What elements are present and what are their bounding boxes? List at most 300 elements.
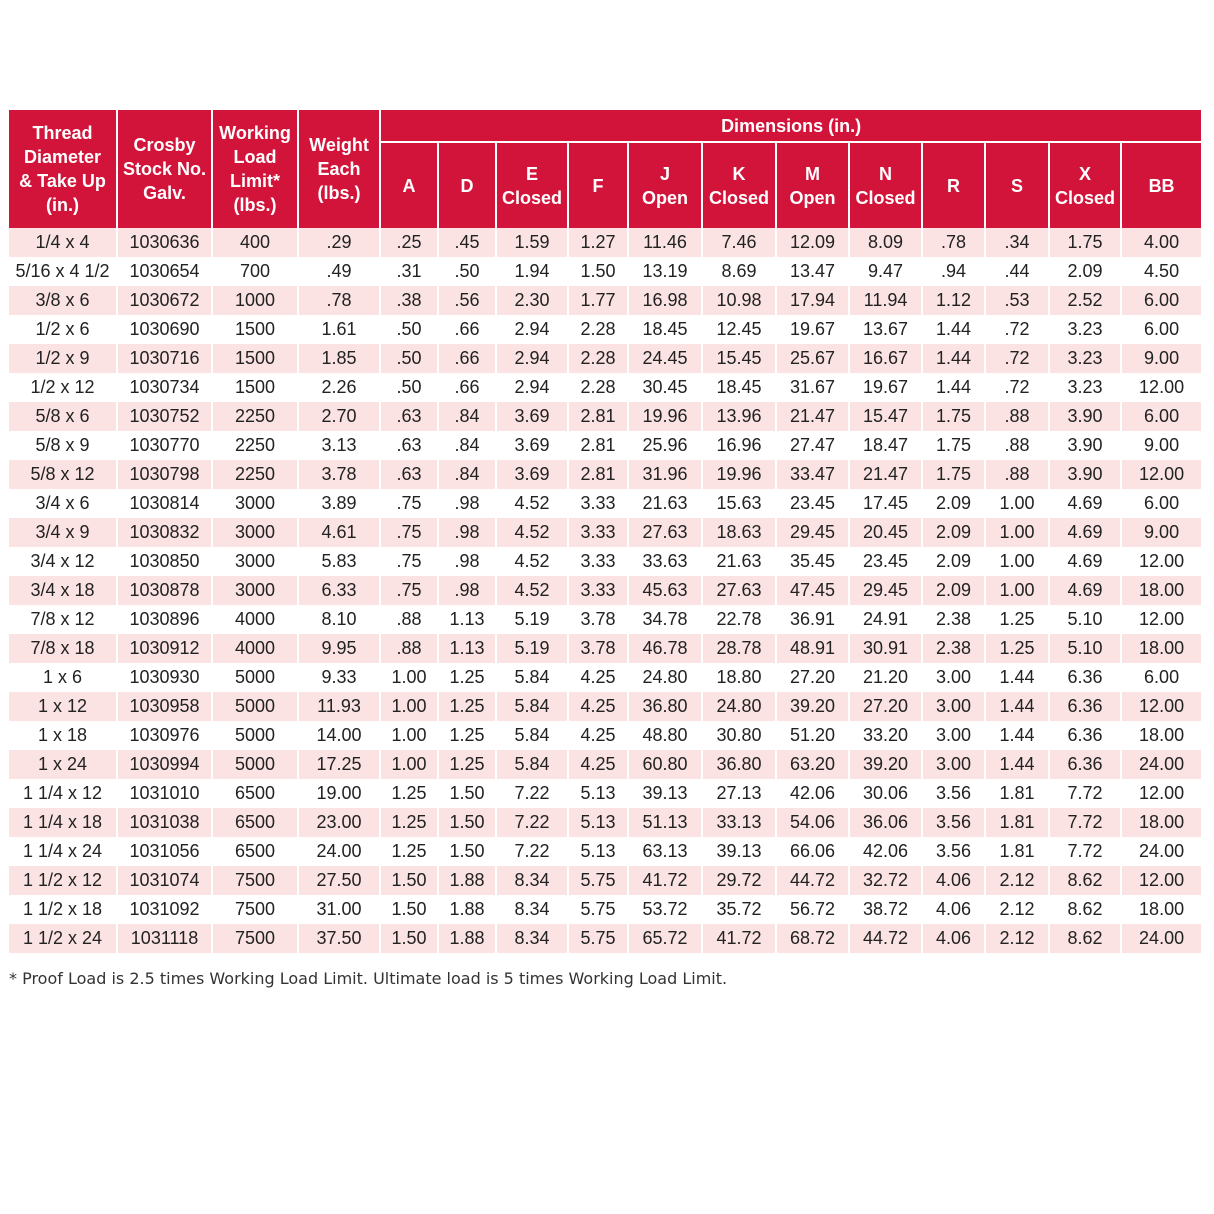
- table-cell: 5000: [212, 750, 298, 779]
- table-cell: .31: [380, 257, 438, 286]
- table-cell: 35.72: [702, 895, 776, 924]
- table-cell: 2.94: [496, 315, 568, 344]
- table-cell: 12.00: [1121, 460, 1202, 489]
- table-cell: 1.50: [380, 895, 438, 924]
- table-cell: 6.33: [298, 576, 380, 605]
- table-cell: 1 1/2 x 12: [9, 866, 117, 895]
- table-cell: 21.47: [849, 460, 922, 489]
- table-cell: 3.33: [568, 518, 628, 547]
- table-cell: 1/4 x 4: [9, 228, 117, 257]
- table-cell: 36.91: [776, 605, 849, 634]
- table-row: [9, 924, 1202, 953]
- table-cell: 4000: [212, 634, 298, 663]
- table-cell: 24.80: [628, 663, 702, 692]
- table-row: [9, 489, 1202, 518]
- table-cell: 6500: [212, 808, 298, 837]
- table-row: [9, 228, 1202, 257]
- table-cell: 1.00: [380, 663, 438, 692]
- table-cell: 37.50: [298, 924, 380, 953]
- table-cell: 60.80: [628, 750, 702, 779]
- table-cell: 2250: [212, 460, 298, 489]
- table-cell: .63: [380, 460, 438, 489]
- table-cell: 3.23: [1049, 373, 1121, 402]
- table-cell: 18.47: [849, 431, 922, 460]
- table-cell: 11.93: [298, 692, 380, 721]
- table-cell: 21.63: [628, 489, 702, 518]
- table-cell: 1031056: [117, 837, 212, 866]
- table-cell: 7.22: [496, 779, 568, 808]
- table-cell: 1030994: [117, 750, 212, 779]
- table-cell: 63.13: [628, 837, 702, 866]
- table-cell: 1.12: [922, 286, 985, 315]
- table-cell: 3.33: [568, 547, 628, 576]
- table-cell: 3000: [212, 547, 298, 576]
- table-cell: 5.13: [568, 779, 628, 808]
- table-cell: 1.44: [922, 344, 985, 373]
- table-cell: 3/4 x 6: [9, 489, 117, 518]
- table-cell: 32.72: [849, 866, 922, 895]
- table-cell: .98: [438, 518, 496, 547]
- table-cell: 13.96: [702, 402, 776, 431]
- table-cell: 51.13: [628, 808, 702, 837]
- table-cell: 1031092: [117, 895, 212, 924]
- table-cell: 1 1/4 x 18: [9, 808, 117, 837]
- table-cell: .72: [985, 373, 1049, 402]
- table-cell: 1.85: [298, 344, 380, 373]
- table-row: [9, 518, 1202, 547]
- table-cell: 8.09: [849, 228, 922, 257]
- table-cell: 35.45: [776, 547, 849, 576]
- table-cell: 46.78: [628, 634, 702, 663]
- table-cell: .45: [438, 228, 496, 257]
- table-cell: 14.00: [298, 721, 380, 750]
- table-cell: 25.67: [776, 344, 849, 373]
- table-row: [9, 286, 1202, 315]
- table-cell: 8.34: [496, 924, 568, 953]
- table-cell: 1.50: [438, 808, 496, 837]
- table-cell: 19.96: [628, 402, 702, 431]
- table-cell: 2.81: [568, 402, 628, 431]
- table-cell: .63: [380, 431, 438, 460]
- table-cell: 2.12: [985, 866, 1049, 895]
- table-cell: 15.45: [702, 344, 776, 373]
- table-cell: 1/2 x 12: [9, 373, 117, 402]
- table-cell: 31.00: [298, 895, 380, 924]
- table-cell: 39.13: [702, 837, 776, 866]
- table-cell: 29.45: [849, 576, 922, 605]
- table-cell: 5.84: [496, 663, 568, 692]
- table-cell: .98: [438, 576, 496, 605]
- table-cell: 1.25: [380, 779, 438, 808]
- table-cell: 2.26: [298, 373, 380, 402]
- table-cell: 2.94: [496, 373, 568, 402]
- table-cell: 5/8 x 12: [9, 460, 117, 489]
- table-cell: 6.00: [1121, 402, 1202, 431]
- table-cell: 15.63: [702, 489, 776, 518]
- table-cell: 48.80: [628, 721, 702, 750]
- table-body: [9, 228, 1202, 953]
- table-cell: 5.84: [496, 721, 568, 750]
- table-cell: 18.63: [702, 518, 776, 547]
- table-cell: 24.00: [1121, 837, 1202, 866]
- table-cell: .29: [298, 228, 380, 257]
- table-cell: 1 x 12: [9, 692, 117, 721]
- table-cell: 4.69: [1049, 518, 1121, 547]
- stock-number-header: Crosby Stock No. Galv.: [117, 110, 212, 228]
- table-cell: 7500: [212, 866, 298, 895]
- table-cell: 1.25: [985, 634, 1049, 663]
- table-cell: 2.52: [1049, 286, 1121, 315]
- table-cell: 1.27: [568, 228, 628, 257]
- table-cell: 2.38: [922, 634, 985, 663]
- table-cell: 7500: [212, 924, 298, 953]
- table-cell: 21.20: [849, 663, 922, 692]
- table-row: [9, 605, 1202, 634]
- table-cell: 4.52: [496, 489, 568, 518]
- table-cell: .88: [380, 605, 438, 634]
- table-cell: 1.75: [922, 460, 985, 489]
- table-cell: 1.88: [438, 924, 496, 953]
- dim-a-header: A: [380, 142, 438, 228]
- table-cell: 1.75: [1049, 228, 1121, 257]
- working-load-limit-header: Working Load Limit* (lbs.): [212, 110, 298, 228]
- table-cell: 39.20: [849, 750, 922, 779]
- table-cell: 3.69: [496, 402, 568, 431]
- table-cell: 51.20: [776, 721, 849, 750]
- table-cell: 3/8 x 6: [9, 286, 117, 315]
- table-cell: 5/8 x 6: [9, 402, 117, 431]
- table-cell: 1.00: [380, 750, 438, 779]
- table-cell: 30.80: [702, 721, 776, 750]
- table-cell: .94: [922, 257, 985, 286]
- table-cell: 48.91: [776, 634, 849, 663]
- table-cell: 29.45: [776, 518, 849, 547]
- table-cell: 24.00: [1121, 750, 1202, 779]
- table-cell: 2.81: [568, 460, 628, 489]
- table-cell: 1030690: [117, 315, 212, 344]
- table-cell: 3/4 x 18: [9, 576, 117, 605]
- table-cell: .63: [380, 402, 438, 431]
- table-cell: 1.75: [922, 402, 985, 431]
- dimensions-header: Dimensions (in.): [380, 110, 1202, 142]
- table-cell: 1.13: [438, 634, 496, 663]
- table-cell: 6.00: [1121, 286, 1202, 315]
- table-cell: 7.72: [1049, 808, 1121, 837]
- table-cell: 16.67: [849, 344, 922, 373]
- table-cell: 63.20: [776, 750, 849, 779]
- table-cell: 12.45: [702, 315, 776, 344]
- table-cell: 54.06: [776, 808, 849, 837]
- table-row: [9, 837, 1202, 866]
- table-cell: 1030896: [117, 605, 212, 634]
- table-cell: 4.61: [298, 518, 380, 547]
- table-cell: 5.84: [496, 692, 568, 721]
- table-cell: 38.72: [849, 895, 922, 924]
- table-cell: 3000: [212, 576, 298, 605]
- table-cell: 3.00: [922, 663, 985, 692]
- table-cell: 7.72: [1049, 779, 1121, 808]
- table-cell: 31.67: [776, 373, 849, 402]
- table-cell: 33.47: [776, 460, 849, 489]
- table-cell: 1031118: [117, 924, 212, 953]
- table-cell: 4.50: [1121, 257, 1202, 286]
- table-cell: 19.67: [849, 373, 922, 402]
- table-cell: 4.06: [922, 924, 985, 953]
- table-cell: 3.00: [922, 692, 985, 721]
- table-cell: 8.62: [1049, 924, 1121, 953]
- table-cell: 1030798: [117, 460, 212, 489]
- table-row: [9, 431, 1202, 460]
- table-cell: .84: [438, 431, 496, 460]
- table-cell: 1.50: [438, 779, 496, 808]
- table-cell: 1030930: [117, 663, 212, 692]
- table-cell: 1030636: [117, 228, 212, 257]
- table-cell: 4.25: [568, 692, 628, 721]
- table-cell: 5.10: [1049, 605, 1121, 634]
- table-cell: 7/8 x 18: [9, 634, 117, 663]
- table-cell: 1 x 6: [9, 663, 117, 692]
- table-cell: 3/4 x 9: [9, 518, 117, 547]
- table-cell: 6.36: [1049, 750, 1121, 779]
- table-cell: 1030814: [117, 489, 212, 518]
- table-row: [9, 634, 1202, 663]
- table-cell: 1.44: [985, 721, 1049, 750]
- table-cell: 7.22: [496, 808, 568, 837]
- table-cell: 24.00: [1121, 924, 1202, 953]
- table-cell: 5000: [212, 663, 298, 692]
- table-cell: .78: [298, 286, 380, 315]
- table-cell: 2.09: [922, 576, 985, 605]
- table-cell: 3.56: [922, 808, 985, 837]
- table-row: [9, 721, 1202, 750]
- table-row: [9, 895, 1202, 924]
- table-cell: 1.25: [438, 750, 496, 779]
- turnbuckle-spec-table: [9, 110, 1203, 953]
- table-cell: 1.77: [568, 286, 628, 315]
- table-cell: 1030976: [117, 721, 212, 750]
- table-cell: 3.56: [922, 837, 985, 866]
- table-cell: 20.45: [849, 518, 922, 547]
- table-cell: 5.13: [568, 808, 628, 837]
- table-cell: .88: [380, 634, 438, 663]
- table-cell: 24.91: [849, 605, 922, 634]
- table-cell: 1 1/4 x 12: [9, 779, 117, 808]
- table-cell: 6500: [212, 779, 298, 808]
- table-cell: 34.78: [628, 605, 702, 634]
- table-cell: 7500: [212, 895, 298, 924]
- dim-x-header: X Closed: [1049, 142, 1121, 228]
- table-cell: .75: [380, 547, 438, 576]
- table-cell: .38: [380, 286, 438, 315]
- table-cell: .50: [380, 315, 438, 344]
- table-row: [9, 866, 1202, 895]
- dim-k-header: K Closed: [702, 142, 776, 228]
- table-cell: 33.13: [702, 808, 776, 837]
- table-cell: 2250: [212, 402, 298, 431]
- table-cell: 8.62: [1049, 895, 1121, 924]
- table-cell: 1030770: [117, 431, 212, 460]
- table-cell: .98: [438, 547, 496, 576]
- table-cell: 1 1/2 x 18: [9, 895, 117, 924]
- dim-r-header: R: [922, 142, 985, 228]
- table-cell: 1 x 24: [9, 750, 117, 779]
- table-cell: 1030734: [117, 373, 212, 402]
- table-cell: .50: [380, 344, 438, 373]
- table-cell: 42.06: [849, 837, 922, 866]
- dim-s-header: S: [985, 142, 1049, 228]
- table-cell: 11.46: [628, 228, 702, 257]
- thread-diameter-header: Thread Diameter & Take Up (in.): [9, 110, 117, 228]
- table-cell: .84: [438, 402, 496, 431]
- table-cell: 1031074: [117, 866, 212, 895]
- table-cell: 27.63: [628, 518, 702, 547]
- table-cell: 2.30: [496, 286, 568, 315]
- table-cell: 5.10: [1049, 634, 1121, 663]
- table-cell: 3.90: [1049, 431, 1121, 460]
- table-cell: 24.80: [702, 692, 776, 721]
- table-cell: 29.72: [702, 866, 776, 895]
- table-cell: 27.63: [702, 576, 776, 605]
- table-cell: 53.72: [628, 895, 702, 924]
- table-cell: 1000: [212, 286, 298, 315]
- table-cell: .66: [438, 344, 496, 373]
- table-cell: 9.00: [1121, 431, 1202, 460]
- dim-e-header: E Closed: [496, 142, 568, 228]
- table-cell: 8.34: [496, 895, 568, 924]
- table-cell: 68.72: [776, 924, 849, 953]
- table-cell: 17.25: [298, 750, 380, 779]
- table-row: [9, 257, 1202, 286]
- table-cell: 4.00: [1121, 228, 1202, 257]
- table-cell: 33.63: [628, 547, 702, 576]
- table-cell: 3.90: [1049, 460, 1121, 489]
- table-cell: 2.94: [496, 344, 568, 373]
- table-cell: 18.00: [1121, 634, 1202, 663]
- table-cell: 18.00: [1121, 808, 1202, 837]
- dim-m-header: M Open: [776, 142, 849, 228]
- table-cell: .84: [438, 460, 496, 489]
- table-row: [9, 576, 1202, 605]
- table-row: [9, 663, 1202, 692]
- table-cell: 4.25: [568, 721, 628, 750]
- table-cell: 36.06: [849, 808, 922, 837]
- table-cell: 36.80: [702, 750, 776, 779]
- table-cell: 18.00: [1121, 576, 1202, 605]
- table-cell: 30.91: [849, 634, 922, 663]
- table-cell: 15.47: [849, 402, 922, 431]
- table-cell: .49: [298, 257, 380, 286]
- table-cell: 9.95: [298, 634, 380, 663]
- table-cell: 1.81: [985, 779, 1049, 808]
- table-cell: 13.47: [776, 257, 849, 286]
- table-cell: 39.20: [776, 692, 849, 721]
- table-cell: 17.45: [849, 489, 922, 518]
- table-cell: 36.80: [628, 692, 702, 721]
- table-cell: 23.00: [298, 808, 380, 837]
- table-cell: .66: [438, 315, 496, 344]
- table-cell: 7.46: [702, 228, 776, 257]
- table-cell: 27.47: [776, 431, 849, 460]
- table-cell: 1.25: [438, 663, 496, 692]
- footnote: * Proof Load is 2.5 times Working Load Limit. Ultimate load is 5 times Working Load Limit.: [9, 969, 728, 988]
- table-cell: 9.00: [1121, 344, 1202, 373]
- table-row: [9, 315, 1202, 344]
- table-cell: 44.72: [776, 866, 849, 895]
- table-cell: 27.20: [849, 692, 922, 721]
- table-cell: 8.10: [298, 605, 380, 634]
- table-cell: .44: [985, 257, 1049, 286]
- table-cell: 18.00: [1121, 721, 1202, 750]
- dim-d-header: D: [438, 142, 496, 228]
- table-cell: 1030654: [117, 257, 212, 286]
- table-cell: 18.80: [702, 663, 776, 692]
- table-cell: 1/2 x 9: [9, 344, 117, 373]
- table-cell: 3.00: [922, 721, 985, 750]
- table-cell: 1.50: [380, 924, 438, 953]
- table-cell: 12.00: [1121, 547, 1202, 576]
- table-cell: 5.75: [568, 866, 628, 895]
- table-cell: 7.72: [1049, 837, 1121, 866]
- table-cell: 10.98: [702, 286, 776, 315]
- table-cell: 7/8 x 12: [9, 605, 117, 634]
- table-cell: 33.20: [849, 721, 922, 750]
- table-cell: 5/8 x 9: [9, 431, 117, 460]
- table-cell: 19.00: [298, 779, 380, 808]
- table-cell: 4.06: [922, 866, 985, 895]
- table-cell: 1.88: [438, 895, 496, 924]
- table-cell: 5000: [212, 721, 298, 750]
- table-cell: 23.45: [776, 489, 849, 518]
- table-cell: 3.78: [568, 634, 628, 663]
- table-cell: 1.13: [438, 605, 496, 634]
- table-cell: 66.06: [776, 837, 849, 866]
- table-cell: 6.00: [1121, 663, 1202, 692]
- table-cell: 6.36: [1049, 663, 1121, 692]
- table-cell: 4.52: [496, 518, 568, 547]
- table-cell: 1.75: [922, 431, 985, 460]
- table-cell: 1/2 x 6: [9, 315, 117, 344]
- table-cell: 700: [212, 257, 298, 286]
- table-cell: 8.62: [1049, 866, 1121, 895]
- table-cell: 5.75: [568, 895, 628, 924]
- table-cell: 1.00: [380, 692, 438, 721]
- table-cell: 4.69: [1049, 547, 1121, 576]
- table-cell: 1.00: [985, 547, 1049, 576]
- table-cell: 5000: [212, 692, 298, 721]
- table-cell: .98: [438, 489, 496, 518]
- table-cell: 1.50: [568, 257, 628, 286]
- table-cell: 1.00: [985, 518, 1049, 547]
- table-cell: 44.72: [849, 924, 922, 953]
- table-cell: 2.09: [922, 489, 985, 518]
- table-cell: 1030878: [117, 576, 212, 605]
- table-cell: 16.96: [702, 431, 776, 460]
- weight-header: Weight Each (lbs.): [298, 110, 380, 228]
- table-cell: 12.00: [1121, 605, 1202, 634]
- table-cell: 1.59: [496, 228, 568, 257]
- table-cell: 11.94: [849, 286, 922, 315]
- table-cell: 16.98: [628, 286, 702, 315]
- table-cell: .88: [985, 402, 1049, 431]
- table-cell: 18.00: [1121, 895, 1202, 924]
- table-cell: 1.61: [298, 315, 380, 344]
- table-cell: 3.69: [496, 460, 568, 489]
- table-cell: 3.78: [568, 605, 628, 634]
- table-row: [9, 344, 1202, 373]
- table-cell: 9.47: [849, 257, 922, 286]
- table-cell: 9.33: [298, 663, 380, 692]
- table-cell: 4.25: [568, 663, 628, 692]
